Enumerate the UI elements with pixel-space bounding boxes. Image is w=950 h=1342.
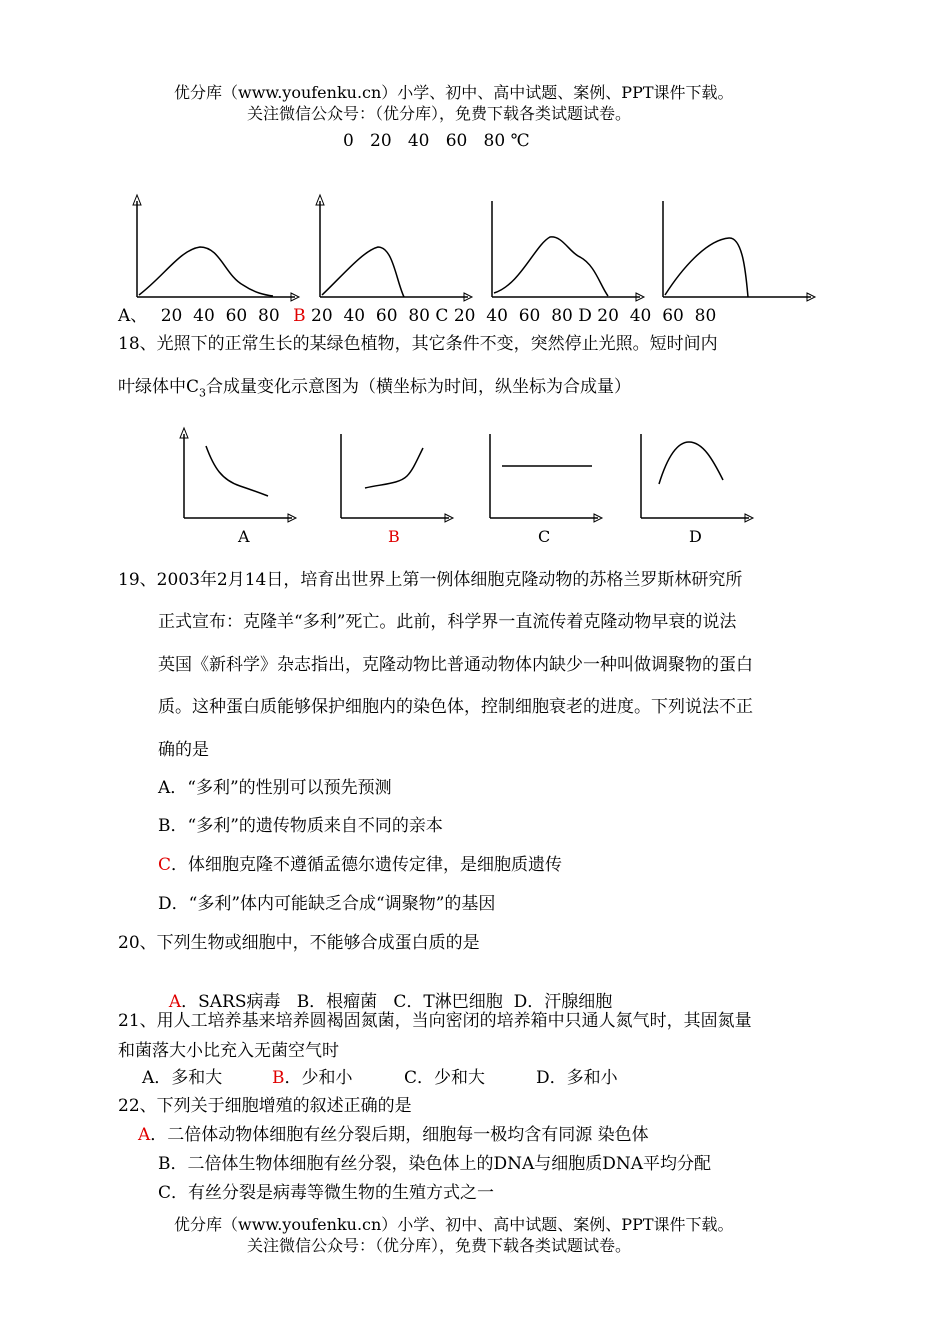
q19-stem-line-2: 正式宣布：克隆羊“多利”死亡。此前，科学界一直流传着克隆动物早衰的说法 <box>158 612 737 632</box>
q17-graph-c <box>480 195 640 305</box>
q21-option-d: D．多和小 <box>536 1068 618 1088</box>
q17-axis-row <box>118 301 716 326</box>
q17-d-axis: 20 40 60 80 <box>597 306 717 326</box>
q20-stem: 20、下列生物或细胞中，不能够合成蛋白质的是 <box>118 933 480 953</box>
q22-option-a: A．二倍体动物体细胞有丝分裂后期，细胞每一极均含有同源 染色体 <box>138 1125 649 1145</box>
q20-options: A．SARS病毒 B．根瘤菌 C．T淋巴细胞 D．汗腺细胞 <box>168 992 613 1012</box>
q19-stem-line-4: 质。这种蛋白质能够保护细胞内的染色体，控制细胞衰老的进度。下列说法不正 <box>158 697 753 717</box>
q17-temperature-axis-label: 0 20 40 60 80 ℃ <box>343 131 530 151</box>
q21-option-a: A．多和大 <box>142 1068 223 1088</box>
q17-b-axis: 20 40 60 80 <box>311 306 430 326</box>
q17-a-axis: 20 40 60 80 <box>160 306 280 326</box>
q18-label-a: A <box>238 527 250 546</box>
q17-option-c: C <box>435 306 449 326</box>
q18-graph-a <box>180 428 295 523</box>
q22-option-b: B．二倍体生物体细胞有丝分裂，染色体上的DNA与细胞质DNA平均分配 <box>158 1154 712 1174</box>
q19-stem-line-3: 英国《新科学》杂志指出，克隆动物比普通动物体内缺少一种叫做调聚物的蛋白 <box>158 655 753 675</box>
q19-stem-line-5: 确的是 <box>158 740 209 760</box>
q22-option-c: C．有丝分裂是病毒等微生物的生殖方式之一 <box>158 1183 495 1203</box>
q18-graph-d <box>637 428 752 523</box>
q21-stem-line-1: 21、用人工培养基来培养圆褐固氮菌，当向密闭的培养箱中只通人氮气时，其固氮量 <box>118 1011 752 1031</box>
q17-graph-a <box>125 195 295 305</box>
q17-option-a: A、 <box>118 306 148 326</box>
footer-line-2: 关注微信公众号：（优分库），免费下载各类试题试卷。 <box>247 1236 632 1255</box>
q18-label-c: C <box>538 527 551 546</box>
q17-graph-d <box>651 195 811 305</box>
q18-stem-line-1: 18、光照下的正常生长的某绿色植物，其它条件不变，突然停止光照。短时间内 <box>118 334 718 354</box>
q22-stem: 22、下列关于细胞增殖的叙述正确的是 <box>118 1096 412 1116</box>
q21-stem-line-2: 和菌落大小比充入无菌空气时 <box>118 1041 339 1061</box>
q19-option-d: D．“多利”体内可能缺乏合成“调聚物”的基因 <box>158 894 496 914</box>
q17-c-axis: 20 40 60 80 <box>453 306 573 326</box>
q17-graph-b <box>308 195 468 305</box>
q21-option-b: B．少和小 <box>272 1068 353 1088</box>
header-line-2: 关注微信公众号：（优分库），免费下载各类试题试卷。 <box>247 104 632 123</box>
q19-option-c: C．体细胞克隆不遵循孟德尔遗传定律，是细胞质遗传 <box>158 855 563 875</box>
q21-option-c: C．少和大 <box>404 1068 486 1088</box>
q19-option-b: B．“多利”的遗传物质来自不同的亲本 <box>158 816 443 836</box>
q17-option-d: D <box>578 306 592 326</box>
q17-option-b: B <box>293 306 306 326</box>
q18-stem-line-2: 叶绿体中$C_3$合成量变化示意图为（横坐标为时间，纵坐标为合成量） <box>118 377 632 400</box>
header-line-1: 优分库（www.youfenku.cn）小学、初中、高中试题、案例、PPT课件下载。 <box>174 83 734 102</box>
q19-option-a: A．“多利”的性别可以预先预测 <box>158 778 392 798</box>
q18-graph-b <box>337 428 452 523</box>
q18-label-b: B <box>388 527 400 546</box>
q19-stem-line-1: 19、2003年2月14日，培育出世界上第一例体细胞克隆动物的苏格兰罗斯林研究所 <box>118 570 743 590</box>
q18-graph-c <box>486 428 601 523</box>
footer-line-1: 优分库（www.youfenku.cn）小学、初中、高中试题、案例、PPT课件下载。 <box>174 1215 734 1234</box>
q18-label-d: D <box>689 527 702 546</box>
